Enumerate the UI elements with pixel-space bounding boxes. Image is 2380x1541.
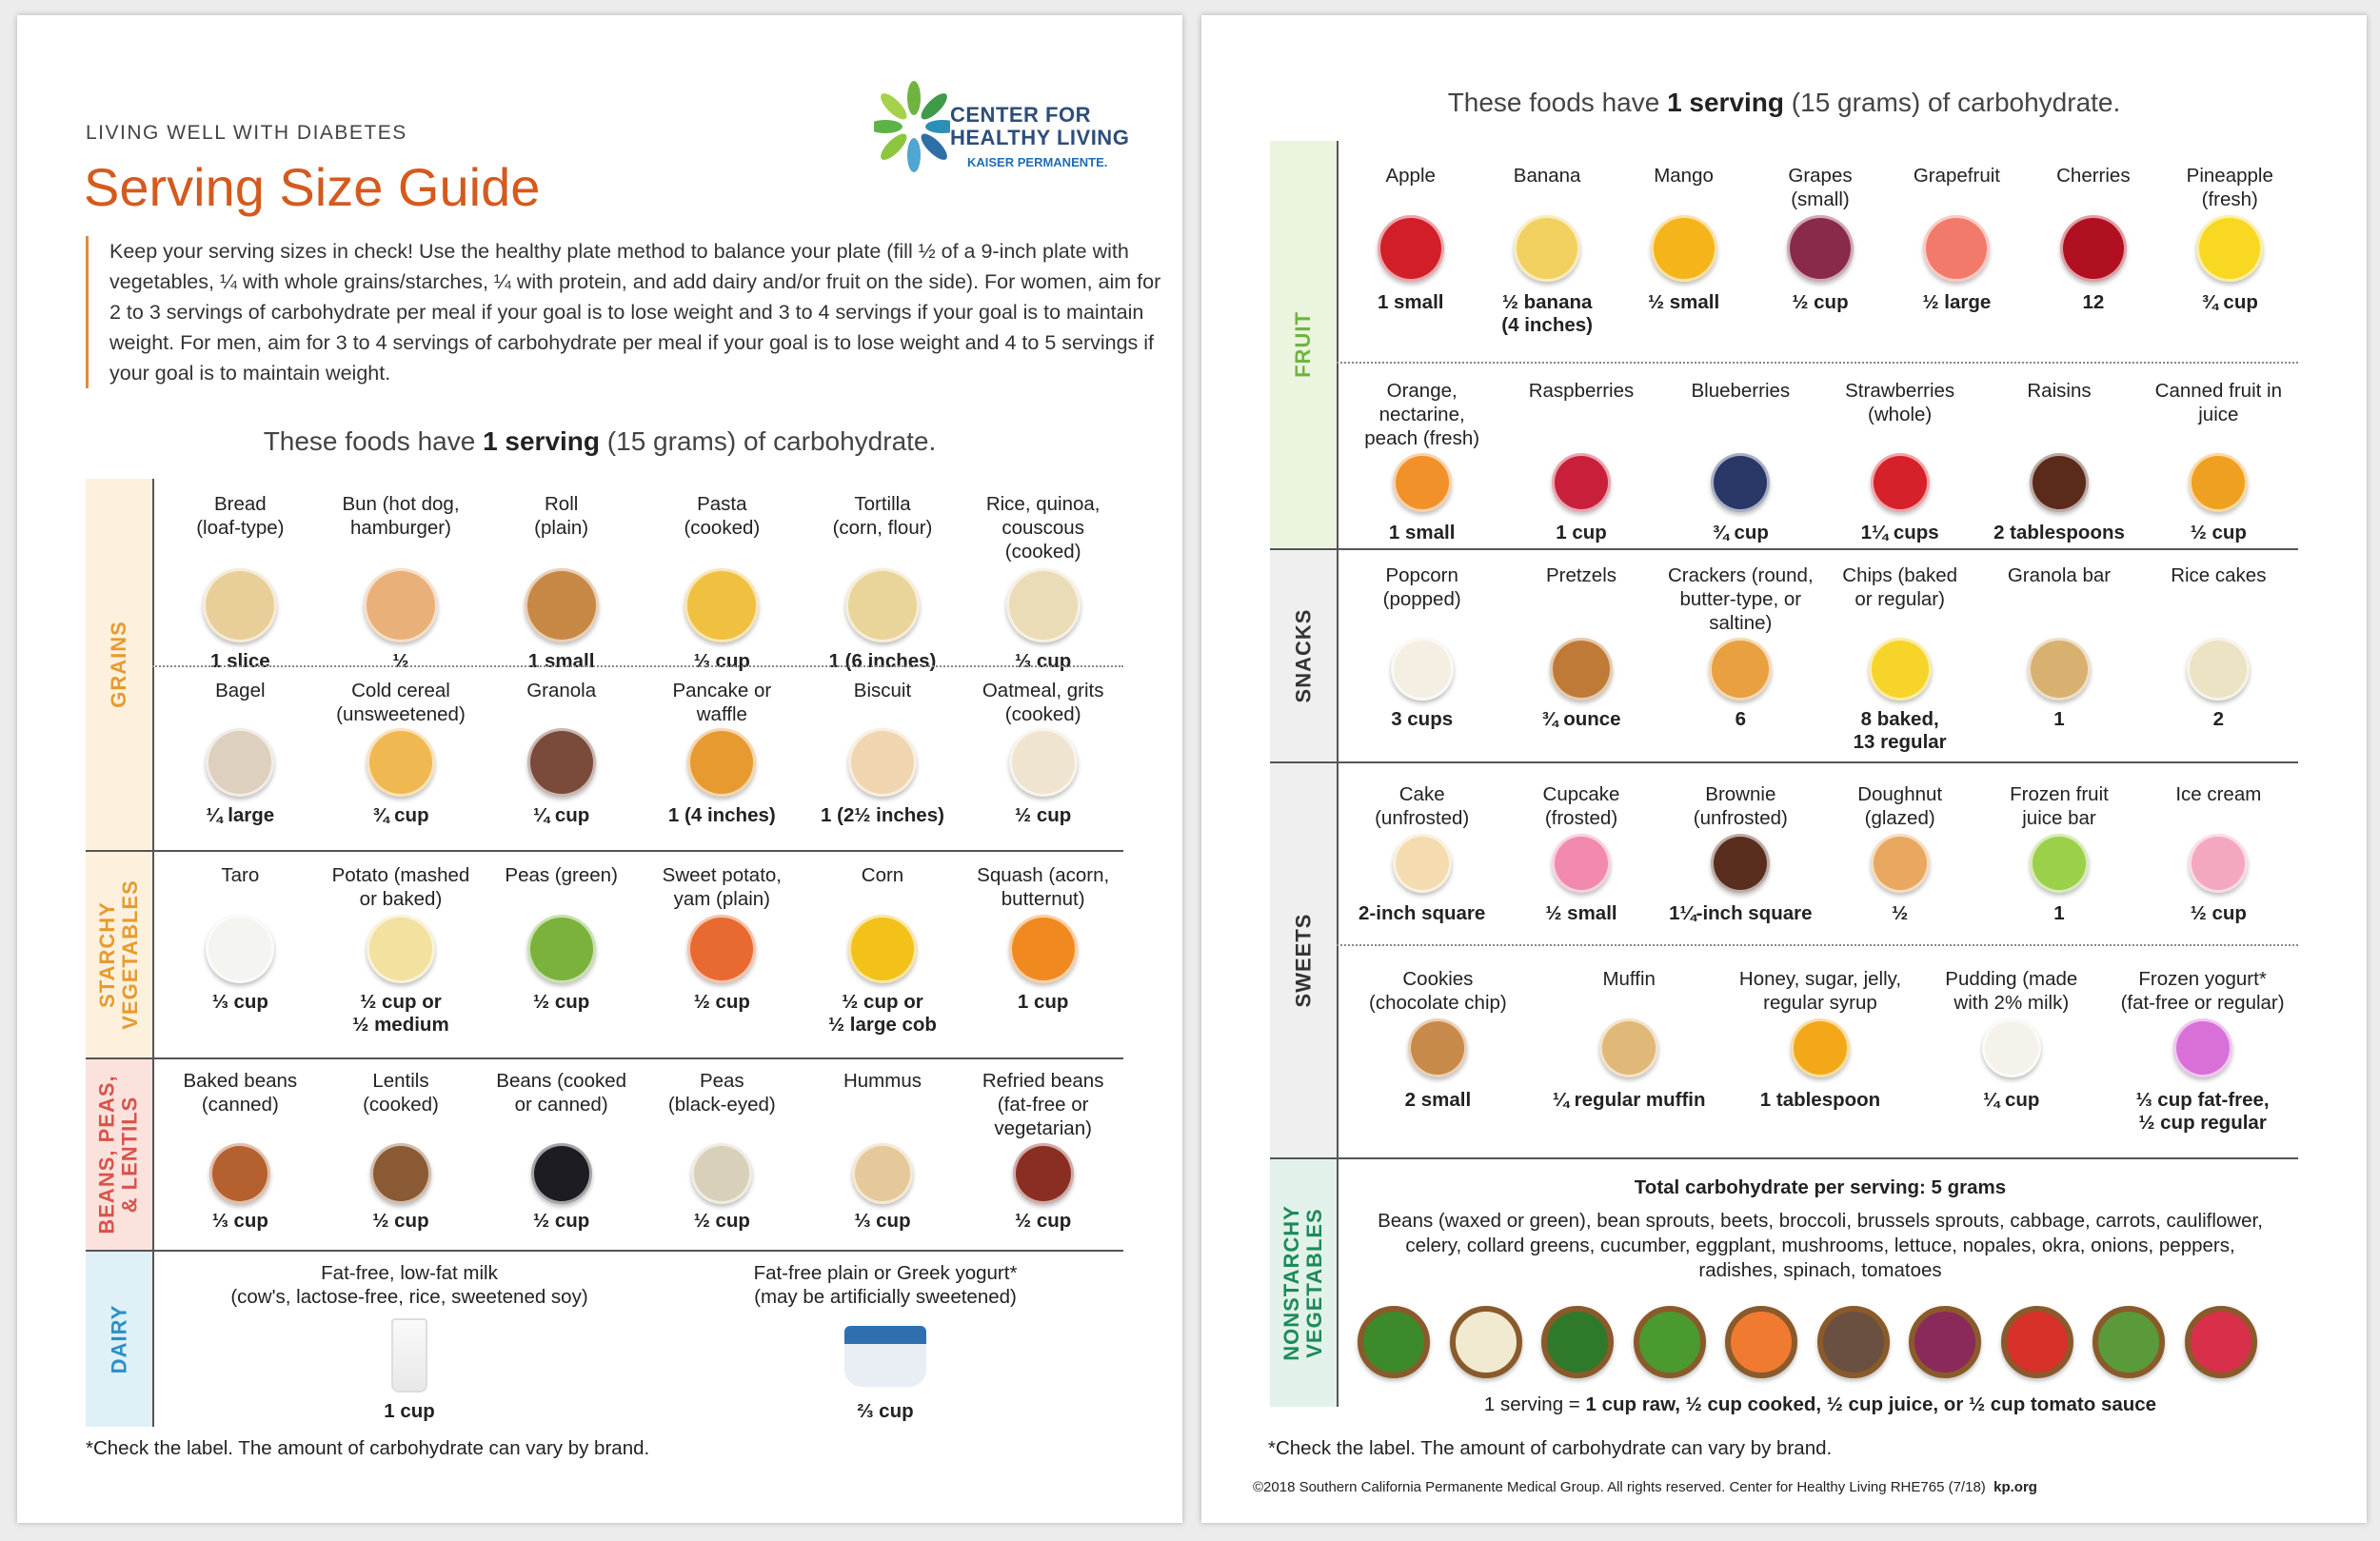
serving-size: ¾ ounce (1541, 708, 1621, 730)
food-photo-icon (1982, 1018, 2041, 1077)
food-photo-icon (1651, 215, 1717, 282)
food-name: Beans (cooked or canned) (496, 1070, 627, 1116)
dairy-section-divider (152, 1252, 154, 1427)
food-name: Squash (acorn, butternut) (977, 864, 1110, 910)
food-name: Hummus (843, 1070, 922, 1092)
food-photo-icon (1923, 215, 1990, 282)
grains-section (86, 479, 1123, 850)
vegetable-bowl-icon (1909, 1306, 1981, 1378)
fruit-section (1270, 141, 2298, 548)
fruit-section-label-wrap (1270, 141, 1337, 548)
footnote-page2: *Check the label. The amount of carbohydrate can vary by brand. (1268, 1437, 1833, 1459)
food-photo-icon (203, 568, 277, 642)
logo-line-2: HEALTHY LIVING (950, 126, 1130, 149)
food-name: Grapefruit (1913, 165, 2000, 187)
food-photo-icon (527, 728, 596, 797)
center-for-healthy-living-logo (874, 68, 1150, 191)
food-item-corn (803, 863, 963, 1037)
food-photo-icon (684, 568, 759, 642)
serving-size: 2 small (1404, 1089, 1472, 1111)
food-photo-icon (1869, 638, 1932, 701)
dairy-section (86, 1252, 1123, 1427)
serving-size: ½ cup (533, 1210, 590, 1232)
food-item-yogurt (647, 1261, 1123, 1423)
food-photo-icon (2060, 215, 2127, 282)
food-item-pancake-or (642, 679, 803, 827)
food-name: Banana (1513, 165, 1581, 187)
food-photo-icon (1006, 568, 1081, 642)
serving-size: ¼ large (206, 804, 275, 826)
food-name: Sweet potato, yam (plain) (662, 864, 783, 910)
food-name: Bun (hot dog, hamburger) (342, 493, 460, 539)
serving-size: 1 (2053, 902, 2065, 924)
food-item-apple (1342, 164, 1478, 314)
food-photo-icon (367, 728, 435, 797)
subhead-post: (15 grams) of carbohydrate. (1784, 88, 2121, 117)
serving-size: ⅓ cup (693, 650, 750, 672)
vegetable-bowl-icon (2092, 1306, 2165, 1378)
serving-size: ¼ regular muffin (1552, 1089, 1706, 1111)
logo-line-1: CENTER FOR (950, 103, 1091, 127)
vegetable-bowl-icon (1725, 1306, 1797, 1378)
food-item-hummus (803, 1069, 963, 1233)
food-name: Chips (baked or regular) (1842, 564, 1958, 610)
copyright-text: ©2018 Southern California Permanente Medical Group. All rights reserved. Center for Healthy Living RHE765 (7/18) (1253, 1479, 1986, 1495)
serving-size: 1¼ cups (1860, 522, 1939, 543)
serving-size: 1 (2053, 708, 2065, 730)
starchy-vegetables-section-label: STARCHY VEGETABLES (95, 879, 143, 1030)
food-photo-icon (370, 1143, 431, 1204)
food-name: Mango (1654, 165, 1714, 187)
food-photo-icon (1552, 453, 1611, 512)
nonstarchy-total: Total carbohydrate per serving: 5 grams (1634, 1176, 2007, 1198)
serving-size: ⅔ cup (857, 1400, 914, 1422)
page-left (17, 15, 1182, 1523)
food-name: Canned fruit in juice (2154, 380, 2282, 425)
food-photo-icon (2173, 1018, 2232, 1077)
leaf-logo-icon (874, 77, 950, 172)
food-name: Rice cakes (2171, 564, 2267, 586)
vegetable-bowl-icon (2001, 1306, 2073, 1378)
food-name: Pineapple (fresh) (2186, 165, 2273, 210)
vegetable-bowl-icon (1450, 1306, 1522, 1378)
food-photo-icon (2030, 453, 2089, 512)
food-item-cherries (2025, 164, 2161, 314)
food-item-pineapple (2162, 164, 2298, 314)
food-photo-icon (852, 1143, 913, 1204)
starchy-vegetables-section-label-wrap (86, 852, 152, 1057)
serving-size: ½ cup (2190, 902, 2247, 924)
food-photo-icon (1378, 215, 1444, 282)
food-name: Biscuit (853, 680, 912, 701)
food-item-bun-hot-dog (321, 492, 482, 673)
page-title: Serving Size Guide (84, 157, 541, 217)
intro-paragraph: Keep your serving sizes in check! Use the healthy plate method to balance your plate (fill ½ of a 9-inch plate with vegetables, ¼ with whole grains/starches, ¼ with protein, and add dairy and/or fruit on the side). For women, aim for 2 to 3 servings of carbohydrate per meal if your goal is to lose weight and 3 to 4 servings if your goal is to maintain weight. For men, aim for 3 to 4 servings of carbohydrate per meal if your goal is to lose weight and 4 to 5 servings if your goal is to maintain weight. (86, 236, 1161, 388)
sweets-section (1270, 763, 2298, 1157)
food-photo-icon (209, 1143, 270, 1204)
food-name: Peas (green) (505, 864, 618, 886)
food-name: Orange, nectarine, peach (fresh) (1364, 380, 1480, 449)
page-right (1201, 15, 2367, 1523)
nonstarchy-list: Beans (waxed or green), bean sprouts, beets, broccoli, brussels sprouts, cabbage, carrots, cauliflower, celery, collard greens, cucumber, eggplant, mushrooms, lettuce, nopales, okra, onions, peppers, radishes, spinach, tomatoes (1378, 1210, 2263, 1281)
food-name: Cold cereal (unsweetened) (336, 680, 466, 725)
food-item-bread (160, 492, 321, 673)
serving-size: ½ cup or ½ large cob (828, 991, 937, 1036)
food-photo-icon (1711, 453, 1770, 512)
food-item-blueberries (1661, 379, 1820, 544)
food-photo-icon (1393, 453, 1452, 512)
serving-size: 1 cup (384, 1400, 435, 1422)
serving-size: ½ cup (693, 991, 750, 1013)
serving-size: 8 baked, 13 regular (1853, 708, 1947, 753)
serving-size: 3 cups (1391, 708, 1454, 730)
food-item-refried-beans (962, 1069, 1123, 1233)
food-photo-icon (1393, 834, 1452, 893)
dairy-section-label-wrap (86, 1252, 152, 1427)
serving-size: ½ cup (533, 991, 590, 1013)
food-photo-icon (687, 915, 756, 983)
food-photo-icon (845, 568, 920, 642)
subhead-pre: These foods have (263, 426, 484, 456)
food-item-bagel (160, 679, 321, 827)
food-item-honey-sugar-jelly (1725, 967, 1916, 1112)
serving-size: 1 (6 inches) (828, 650, 937, 672)
food-item-taro (160, 863, 321, 1014)
nonstarchy-vegetables-section-divider (1337, 1159, 1339, 1407)
food-item-lentils (321, 1069, 482, 1233)
food-photo-icon (1550, 638, 1613, 701)
sweets-section-divider (1337, 763, 1339, 1157)
milk-glass-icon (391, 1318, 427, 1393)
snacks-section (1270, 550, 2298, 761)
serving-size: ½ (392, 650, 409, 672)
nonstarchy-vegetables-section (1270, 1159, 2298, 1415)
serving-size: ¾ cup (2201, 291, 2258, 313)
beans-peas-lentils-section-label: BEANS, PEAS, & LENTILS (95, 1075, 143, 1235)
serving-size: 1 (2½ inches) (821, 804, 944, 826)
food-item-pretzels (1501, 563, 1660, 731)
food-item-muffin (1534, 967, 1725, 1112)
food-item-baked-beans (160, 1069, 321, 1233)
food-name: Corn (861, 864, 904, 886)
food-name: Pudding (made with 2% milk) (1945, 968, 2078, 1014)
nonstarchy-vegetables-section-label: NONSTARCHY VEGETABLES (1279, 1205, 1326, 1361)
food-name: Frozen yogurt* (fat-free or regular) (2120, 968, 2285, 1014)
subhead-bold: 1 serving (483, 426, 601, 456)
serving-size: ½ cup (2190, 522, 2247, 543)
grains-section-label: GRAINS (107, 621, 130, 708)
food-item-granola-bar (1979, 563, 2138, 731)
serving-size: ½ large (1922, 291, 1992, 313)
food-item-pasta (642, 492, 803, 673)
food-name: Ice cream (2175, 783, 2262, 805)
food-photo-icon (2187, 638, 2250, 701)
beans-peas-lentils-section-divider (152, 1059, 154, 1250)
serving-size: ½ (1892, 902, 1909, 924)
food-photo-icon (2028, 638, 2091, 701)
food-photo-icon (2030, 834, 2089, 893)
food-name: Muffin (1602, 968, 1656, 990)
serving-size: ½ cup or ½ medium (352, 991, 449, 1036)
food-item-frozen-fruit (1979, 782, 2138, 925)
food-photo-icon (531, 1143, 592, 1204)
food-item-biscuit (803, 679, 963, 827)
snacks-section-label-wrap (1270, 550, 1337, 761)
serving-pre: 1 serving = (1483, 1393, 1586, 1415)
grains-section-label-wrap (86, 479, 152, 850)
food-photo-icon (364, 568, 438, 642)
food-photo-icon (206, 728, 274, 797)
subhead-pre: These foods have (1447, 88, 1668, 117)
serving-size: 2 (2212, 708, 2225, 730)
food-item-rice-cakes (2139, 563, 2298, 731)
food-name: Tortilla (corn, flour) (832, 493, 933, 539)
serving-size: ½ cup (1792, 291, 1849, 313)
serving-size: ⅓ cup (854, 1210, 911, 1232)
snacks-section-label: SNACKS (1291, 608, 1315, 703)
subhead-bold: 1 serving (1667, 88, 1785, 117)
food-item-doughnut (1820, 782, 1979, 925)
dairy-section-label: DAIRY (107, 1304, 131, 1374)
serving-size: 1 cup (1017, 991, 1069, 1013)
food-item-pudding-made (1915, 967, 2107, 1112)
food-name: Lentils (cooked) (363, 1070, 439, 1116)
serving-size: ¼ cup (1983, 1089, 2040, 1111)
food-item-raisins (1979, 379, 2138, 544)
food-name: Cookies (chocolate chip) (1369, 968, 1507, 1014)
food-photo-icon (1599, 1018, 1658, 1077)
food-item-squash-acorn (962, 863, 1123, 1014)
food-photo-icon (1871, 834, 1930, 893)
food-name: Bagel (215, 680, 266, 701)
starchy-vegetables-section-divider (152, 852, 154, 1057)
food-item-milk (171, 1261, 647, 1423)
food-item-rice-quinoa (962, 492, 1123, 673)
sweets-section-label: SWEETS (1291, 913, 1315, 1008)
food-item-cupcake (1501, 782, 1660, 925)
food-name: Raisins (2027, 380, 2092, 402)
serving-size: 1 cup (1556, 522, 1607, 543)
food-item-strawberries (1820, 379, 1979, 544)
food-item-brownie (1661, 782, 1820, 925)
food-name: Fat-free, low-fat milk (cow's, lactose-free, rice, sweetened soy) (230, 1262, 588, 1308)
serving-size: ½ cup (1015, 1210, 1072, 1232)
food-item-banana (1478, 164, 1615, 337)
snacks-section-divider (1337, 550, 1339, 761)
food-photo-icon (1408, 1018, 1467, 1077)
site-link[interactable]: kp.org (1993, 1479, 2037, 1495)
food-photo-icon (1552, 834, 1611, 893)
kicker: LIVING WELL WITH DIABETES (86, 122, 407, 144)
food-name: Bread (loaf-type) (196, 493, 285, 539)
nonstarchy-vegetables-section-label-wrap (1270, 1159, 1337, 1407)
serving-size: 1 slice (209, 650, 270, 672)
food-photo-icon (525, 568, 599, 642)
serving-size: ¾ cup (1712, 522, 1769, 543)
food-name: Honey, sugar, jelly, regular syrup (1738, 968, 1902, 1014)
serving-bold: 1 cup raw, ½ cup cooked, ½ cup juice, or ½ cup tomato sauce (1585, 1393, 2157, 1415)
food-item-crackers-round (1661, 563, 1820, 731)
food-item-chips-baked (1820, 563, 1979, 754)
food-photo-icon (1013, 1143, 1074, 1204)
starchy-vegetables-section (86, 852, 1123, 1057)
food-item-cookies (1342, 967, 1534, 1112)
food-name: Doughnut (glazed) (1857, 783, 1943, 829)
food-item-peas (642, 1069, 803, 1233)
food-name: Potato (mashed or baked) (331, 864, 470, 910)
row-divider (1337, 362, 2298, 364)
food-photo-icon (1009, 728, 1078, 797)
subhead (17, 426, 1182, 457)
food-name: Grapes (small) (1788, 165, 1853, 210)
food-name: Cherries (2056, 165, 2131, 187)
food-item-beans-cooked (481, 1069, 642, 1233)
food-photo-icon (848, 728, 917, 797)
serving-size: ½ cup (1015, 804, 1072, 826)
fruit-section-label: FRUIT (1290, 311, 1315, 378)
vegetable-bowl-icon (1358, 1306, 1430, 1378)
serving-size: ⅓ cup fat-free, ½ cup regular (2135, 1089, 2270, 1134)
subhead-post: (15 grams) of carbohydrate. (600, 426, 937, 456)
food-photo-icon (206, 915, 274, 983)
food-name: Peas (black-eyed) (667, 1070, 776, 1116)
serving-size: ½ small (1647, 291, 1720, 313)
food-name: Strawberries (whole) (1845, 380, 1955, 425)
nonstarchy-serving (1342, 1393, 2298, 1416)
food-item-oatmeal-grits (962, 679, 1123, 827)
serving-size: ⅓ cup (211, 991, 268, 1013)
serving-size: ⅓ cup (211, 1210, 268, 1232)
food-name: Pretzels (1545, 564, 1617, 586)
food-name: Oatmeal, grits (cooked) (982, 680, 1104, 725)
serving-size: ¼ cup (533, 804, 590, 826)
food-name: Frozen fruit juice bar (2010, 783, 2109, 829)
vegetable-bowl-icon (1817, 1306, 1890, 1378)
logo-line-3: KAISER PERMANENTE. (967, 155, 1108, 169)
food-item-potato-mashed (321, 863, 482, 1037)
food-photo-icon (2196, 215, 2263, 282)
food-photo-icon (1391, 638, 1454, 701)
food-photo-icon (2189, 453, 2248, 512)
food-item-cake (1342, 782, 1501, 925)
food-name: Apple (1385, 165, 1436, 187)
food-name: Crackers (round, butter-type, or saltine) (1667, 564, 1814, 634)
food-name: Brownie (unfrosted) (1693, 783, 1788, 829)
food-name: Rice, quinoa, couscous (cooked) (985, 493, 1101, 563)
serving-size: 6 (1735, 708, 1747, 730)
food-item-granola (481, 679, 642, 827)
serving-size: ½ small (1545, 902, 1617, 924)
food-name: Blueberries (1691, 380, 1791, 402)
food-name: Refried beans (fat-free or vegetarian) (982, 1070, 1104, 1139)
food-photo-icon (848, 915, 917, 983)
serving-size: 1¼-inch square (1669, 902, 1813, 924)
food-name: Baked beans (canned) (183, 1070, 298, 1116)
sweets-section-label-wrap (1270, 763, 1337, 1157)
row-divider (1337, 944, 2298, 946)
serving-size: 2-inch square (1359, 902, 1486, 924)
food-name: Pancake or waffle (672, 680, 772, 725)
subhead-page2 (1201, 88, 2367, 118)
food-photo-icon (1787, 215, 1854, 282)
serving-size: ½ cup (372, 1210, 429, 1232)
food-name: Popcorn (popped) (1382, 564, 1461, 610)
food-item-roll (481, 492, 642, 673)
food-item-orange (1342, 379, 1501, 544)
vegetable-bowl-icon (2185, 1306, 2257, 1378)
food-item-cold-cereal (321, 679, 482, 827)
food-item-frozen-yogurt (2107, 967, 2298, 1135)
serving-size: ½ banana (4 inches) (1501, 291, 1593, 336)
copyright-footer (1253, 1479, 2037, 1495)
grains-section-divider (152, 479, 154, 850)
food-name: Granola bar (2007, 564, 2112, 586)
food-item-grapes (1752, 164, 1888, 314)
food-photo-icon (1009, 915, 1078, 983)
serving-size: 2 tablespoons (1993, 522, 2125, 543)
food-photo-icon (527, 915, 596, 983)
food-photo-icon (1871, 453, 1930, 512)
food-item-sweet-potato (642, 863, 803, 1014)
row-divider (152, 665, 1123, 667)
food-item-tortilla (803, 492, 963, 673)
food-photo-icon (1709, 638, 1772, 701)
food-name: Granola (526, 680, 597, 701)
food-item-popcorn (1342, 563, 1501, 731)
food-name: Taro (221, 864, 260, 886)
food-name: Roll (plain) (534, 493, 589, 539)
food-name: Pasta (cooked) (684, 493, 761, 539)
food-photo-icon (1514, 215, 1580, 282)
serving-size: ⅓ cup (1015, 650, 1072, 672)
food-item-canned-fruit-in (2139, 379, 2298, 544)
beans-peas-lentils-section (86, 1059, 1123, 1250)
food-photo-icon (1791, 1018, 1850, 1077)
food-photo-icon (1711, 834, 1770, 893)
food-item-ice-cream (2139, 782, 2298, 925)
footnote: *Check the label. The amount of carbohydrate can vary by brand. (86, 1437, 650, 1459)
serving-size: 1 small (1377, 291, 1444, 313)
beans-peas-lentils-section-label-wrap (86, 1059, 152, 1250)
serving-size: 1 tablespoon (1759, 1089, 1881, 1111)
food-name: Raspberries (1528, 380, 1635, 402)
serving-size: ½ cup (693, 1210, 750, 1232)
food-name: Cake (unfrosted) (1375, 783, 1470, 829)
food-item-mango (1616, 164, 1752, 314)
food-name: Cupcake (frosted) (1542, 783, 1620, 829)
food-photo-icon (2189, 834, 2248, 893)
yogurt-cup-icon (844, 1326, 926, 1387)
food-photo-icon (687, 728, 756, 797)
food-photo-icon (367, 915, 435, 983)
serving-size: ¾ cup (372, 804, 429, 826)
food-item-raspberries (1501, 379, 1660, 544)
serving-size: 1 (4 inches) (667, 804, 776, 826)
food-item-peas-green (481, 863, 642, 1014)
food-name: Fat-free plain or Greek yogurt* (may be artificially sweetened) (753, 1262, 1018, 1308)
serving-size: 12 (2082, 291, 2105, 313)
food-photo-icon (691, 1143, 752, 1204)
serving-size: 1 small (527, 650, 595, 672)
vegetable-bowl-icon (1634, 1306, 1706, 1378)
fruit-section-divider (1337, 141, 1339, 548)
vegetable-bowl-icon (1541, 1306, 1614, 1378)
serving-size: 1 small (1388, 522, 1456, 543)
food-item-grapefruit (1889, 164, 2025, 314)
